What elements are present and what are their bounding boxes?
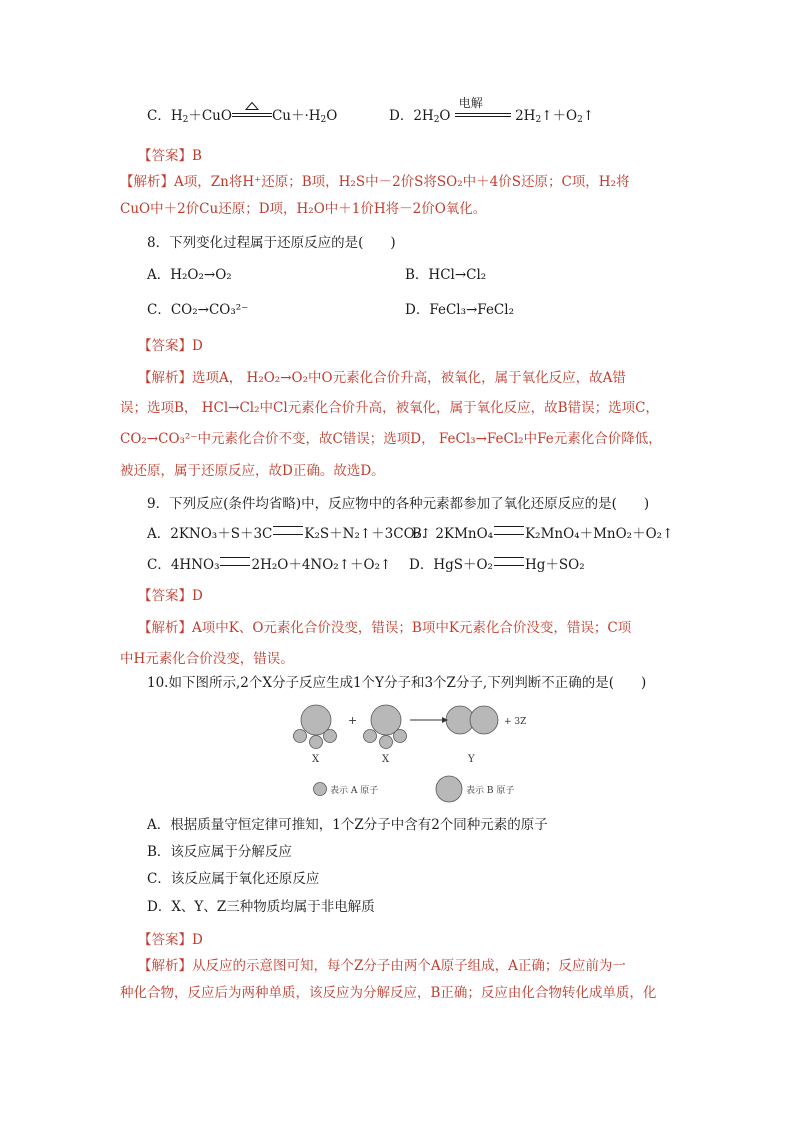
q10-option-a: A．根据质量守恒定律可推知，1个Z分子中含有2个同种元素的原子 xyxy=(147,817,548,833)
y-atom-b-right xyxy=(470,706,498,734)
electrolysis-arrow: 电解 xyxy=(455,108,511,122)
legend-atom-a xyxy=(314,783,327,796)
q8-option-a: A．H₂O₂→O₂ xyxy=(147,267,232,283)
q9-answer: 【答案】D xyxy=(138,588,203,604)
q9-option-b: B．2KMnO₄ K₂MnO₄＋MnO₂＋O₂↑ xyxy=(412,526,674,542)
molecule-diagram-svg xyxy=(290,700,550,810)
molecule-reaction-diagram xyxy=(290,700,550,810)
x1-atom-a-mid xyxy=(310,736,323,749)
label-x1: X xyxy=(312,754,320,765)
q9-analysis-1: 【解析】A项中K、O元素化合价没变，错误；B项中K元素化合价没变，错误；C项 xyxy=(138,620,632,636)
plus-sign: + xyxy=(348,714,358,727)
q8-option-d: D．FeCl₃→FeCl₂ xyxy=(405,302,514,318)
q7-answer: 【答案】B xyxy=(138,148,202,164)
q8-analysis-3: CO₂→CO₃²⁻中元素化合价不变，故C错误；选项D， FeCl₃→FeCl₂中Fe元素化合价降低， xyxy=(120,431,662,447)
q8-option-c: C．CO₂→CO₃²⁻ xyxy=(147,302,249,318)
q10-answer: 【答案】D xyxy=(138,932,203,948)
q9-option-c: C．4HNO₃ 2H₂O＋4NO₂↑＋O₂↑ xyxy=(147,557,392,573)
legend-b-label: 表示 B 原子 xyxy=(466,786,515,796)
x1-atom-a-left xyxy=(294,730,307,743)
q9-option-d: D．HgS＋O₂ Hg＋SO₂ xyxy=(409,557,585,573)
product-z-label: + 3Z xyxy=(504,717,527,727)
q8-option-b: B．HCl→Cl₂ xyxy=(405,267,487,283)
q9-analysis-2: 中H元素化合价没变，错误。 xyxy=(120,651,294,667)
q8-stem: 8．下列变化过程属于还原反应的是( ) xyxy=(147,235,396,251)
label-x2: X xyxy=(382,754,390,765)
q9-stem: 9．下列反应(条件均省略)中，反应物中的各种元素都参加了氧化还原反应的是( ) xyxy=(147,496,650,512)
x1-atom-a-right xyxy=(324,730,337,743)
q10-analysis-2: 种化合物，反应后为两种单质，该反应为分解反应，B正确；反应由化合物转化成单质，化 xyxy=(120,985,657,1001)
q10-option-d: D．X、Y、Z三种物质均属于非电解质 xyxy=(147,899,375,915)
q8-analysis-4: 被还原，属于还原反应，故D正确。故选D。 xyxy=(120,463,385,479)
heat-arrow xyxy=(232,108,272,122)
x2-atom-a-mid xyxy=(380,736,393,749)
q10-option-c: C．该反应属于氧化还原反应 xyxy=(147,871,320,887)
q10-analysis-1: 【解析】从反应的示意图可知，每个Z分子由两个A原子组成，A正确；反应前为一 xyxy=(138,958,626,974)
q8-analysis-1: 【解析】选项A， H₂O₂→O₂中O元素化合价升高，被氧化，属于氧化反应，故A错 xyxy=(138,370,626,386)
x2-atom-a-right xyxy=(394,730,407,743)
q10-stem: 10.如下图所示,2个X分子反应生成1个Y分子和3个Z分子,下列判断不正确的是( ) xyxy=(147,675,647,691)
q9-option-a: A．2KNO₃＋S＋3C K₂S＋N₂↑＋3CO₂↑ xyxy=(147,526,432,542)
q7-analysis-1: 【解析】A项，Zn将H⁺还原；B项，H₂S中－2价S将SO₂中＋4价S还原；C项，H₂将 xyxy=(120,174,630,190)
q7-analysis-2: CuO中＋2价Cu还原；D项，H₂O中＋1价H将－2价O氧化。 xyxy=(120,201,487,217)
q10-option-b: B．该反应属于分解反应 xyxy=(147,844,292,860)
legend-atom-b xyxy=(436,776,462,802)
label-y: Y xyxy=(468,754,475,765)
x2-atom-a-left xyxy=(364,730,377,743)
legend-a-label: 表示 A 原子 xyxy=(330,786,379,796)
q8-analysis-2: 误；选项B， HCl→Cl₂中Cl元素化合价升高，被氧化，属于氧化反应，故B错误；选项C， xyxy=(120,400,659,416)
q7-option-c: C．$H_2+CuO$ $Cu+\cdot H_2O$ xyxy=(147,106,337,126)
q8-answer: 【答案】D xyxy=(138,338,203,354)
q7-option-d: D．$2H_2O$ 电解 $2H_2↑+O_2↑$ xyxy=(389,96,595,125)
